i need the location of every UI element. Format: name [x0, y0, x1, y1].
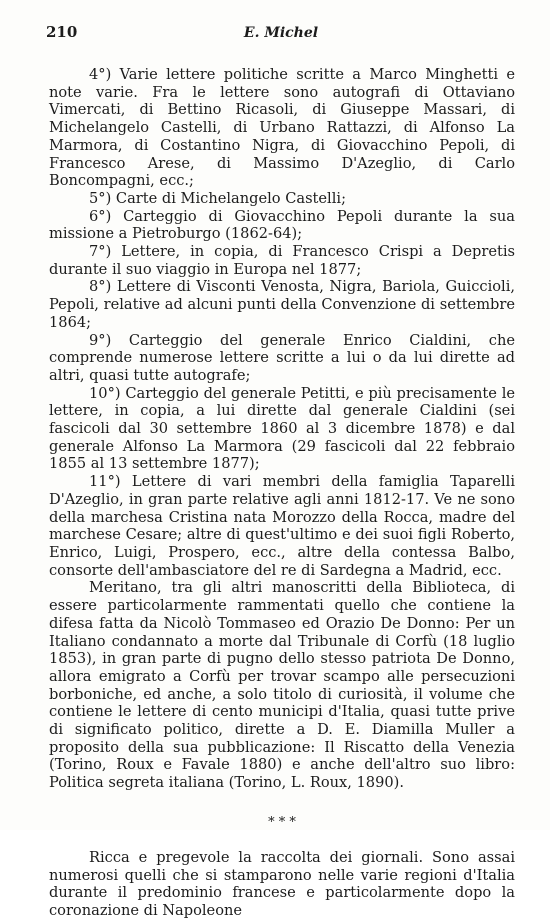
body-text — [49, 66, 515, 920]
paragraph-item-10: 10°) Carteggio del generale Petitti, e più precisamente le lettere, in copia, a lui dirette dal generale Cialdini (sei fascicoli dal 30 settembre 1860 al 3 dicembre 1878) e dal generale Alfonso La Marmora (29 fascicoli dal 22 febbraio 1855 al 13 settembre 1877); — [49, 384, 515, 473]
paragraph-item-8: 8°) Lettere di Visconti Venosta, Nigra, Bariola, Guiccioli, Pepoli, relative ad alcuni punti della Convenzione di settembre 1864; — [49, 278, 515, 331]
paragraph-item-11: 11°) Lettere di vari membri della famiglia Taparelli D'Azeglio, in gran parte relative agli anni 1812-17. Ve ne sono della marchesa Cristina nata Morozzo della Rocca, madre del marchese Cesare; altre di quest'ultimo e dei suoi figli Roberto, Enrico, Luigi, Prospero, ecc., altre della contessa Balbo, consorte dell'ambasciatore del re di Sardegna a Madrid, ecc. — [49, 473, 515, 579]
running-head: E. Michel — [243, 25, 319, 41]
paragraph-item-5: 5°) Carte di Michelangelo Castelli; — [89, 189, 346, 207]
paragraph-item-6: 6°) Carteggio di Giovacchino Pepoli durante la sua missione a Pietroburgo (1862-64); — [49, 207, 515, 243]
page-number: 210 — [46, 23, 78, 41]
section-separator: * * * — [268, 814, 296, 830]
paragraph-item-9: 9°) Carteggio del generale Enrico Cialdini, che comprende numerose lettere scritte a lui o da lui dirette ad altri, quasi tutte autografe; — [49, 331, 515, 384]
paragraph-meritano: Meritano, tra gli altri manoscritti della Biblioteca, di essere particolarmente rammentati quello che contiene la difesa fatta da Nicolò Tommaseo ed Orazio De Donno: Per un Italiano condannato a morte dal Tribunale di Corfù (18 luglio 1853), in gran parte di pugno dello stesso patriota De Donno, allora emigrato a Corfù per trovar scampo alle persecuzioni borboniche, ed anche, a solo titolo di curiosità, il volume che contiene le lettere di cento municipi d'Italia, quasi tutte prive di significato politico, dirette a D. E. Diamilla Muller a proposito della sua pubblicazione: Il Riscatto della Venezia (Torino, Roux e Favale 1880) e anche dell'altro suo libro: Politica segreta italiana (Torino, L. Roux, 1890). — [49, 579, 515, 792]
paragraph-giornali: Ricca e pregevole la raccolta dei giornali. Sono assai numerosi quelli che si stamparono nelle varie regioni d'Italia durante il predominio francese e particolarmente dopo la coronazione di Napoleone — [49, 848, 515, 919]
paragraph-item-4: 4°) Varie lettere politiche scritte a Marco Minghetti e note varie. Fra le lettere sono autografi di Ottaviano Vimercati, di Bettino Ricasoli, di Giuseppe Massari, di Michelangelo Castelli, di Urbano Rattazzi, di Alfonso La Marmora, di Costantino Nigra, di Giovacchino Pepoli, di Francesco Arese, di Massimo D'Azeglio, di Carlo Boncompagni, ecc.; — [49, 66, 515, 190]
page-header — [46, 23, 516, 45]
paragraph-item-7: 7°) Lettere, in copia, di Francesco Crispi a Depretis durante il suo viaggio in Europa nel 1877; — [49, 243, 515, 278]
